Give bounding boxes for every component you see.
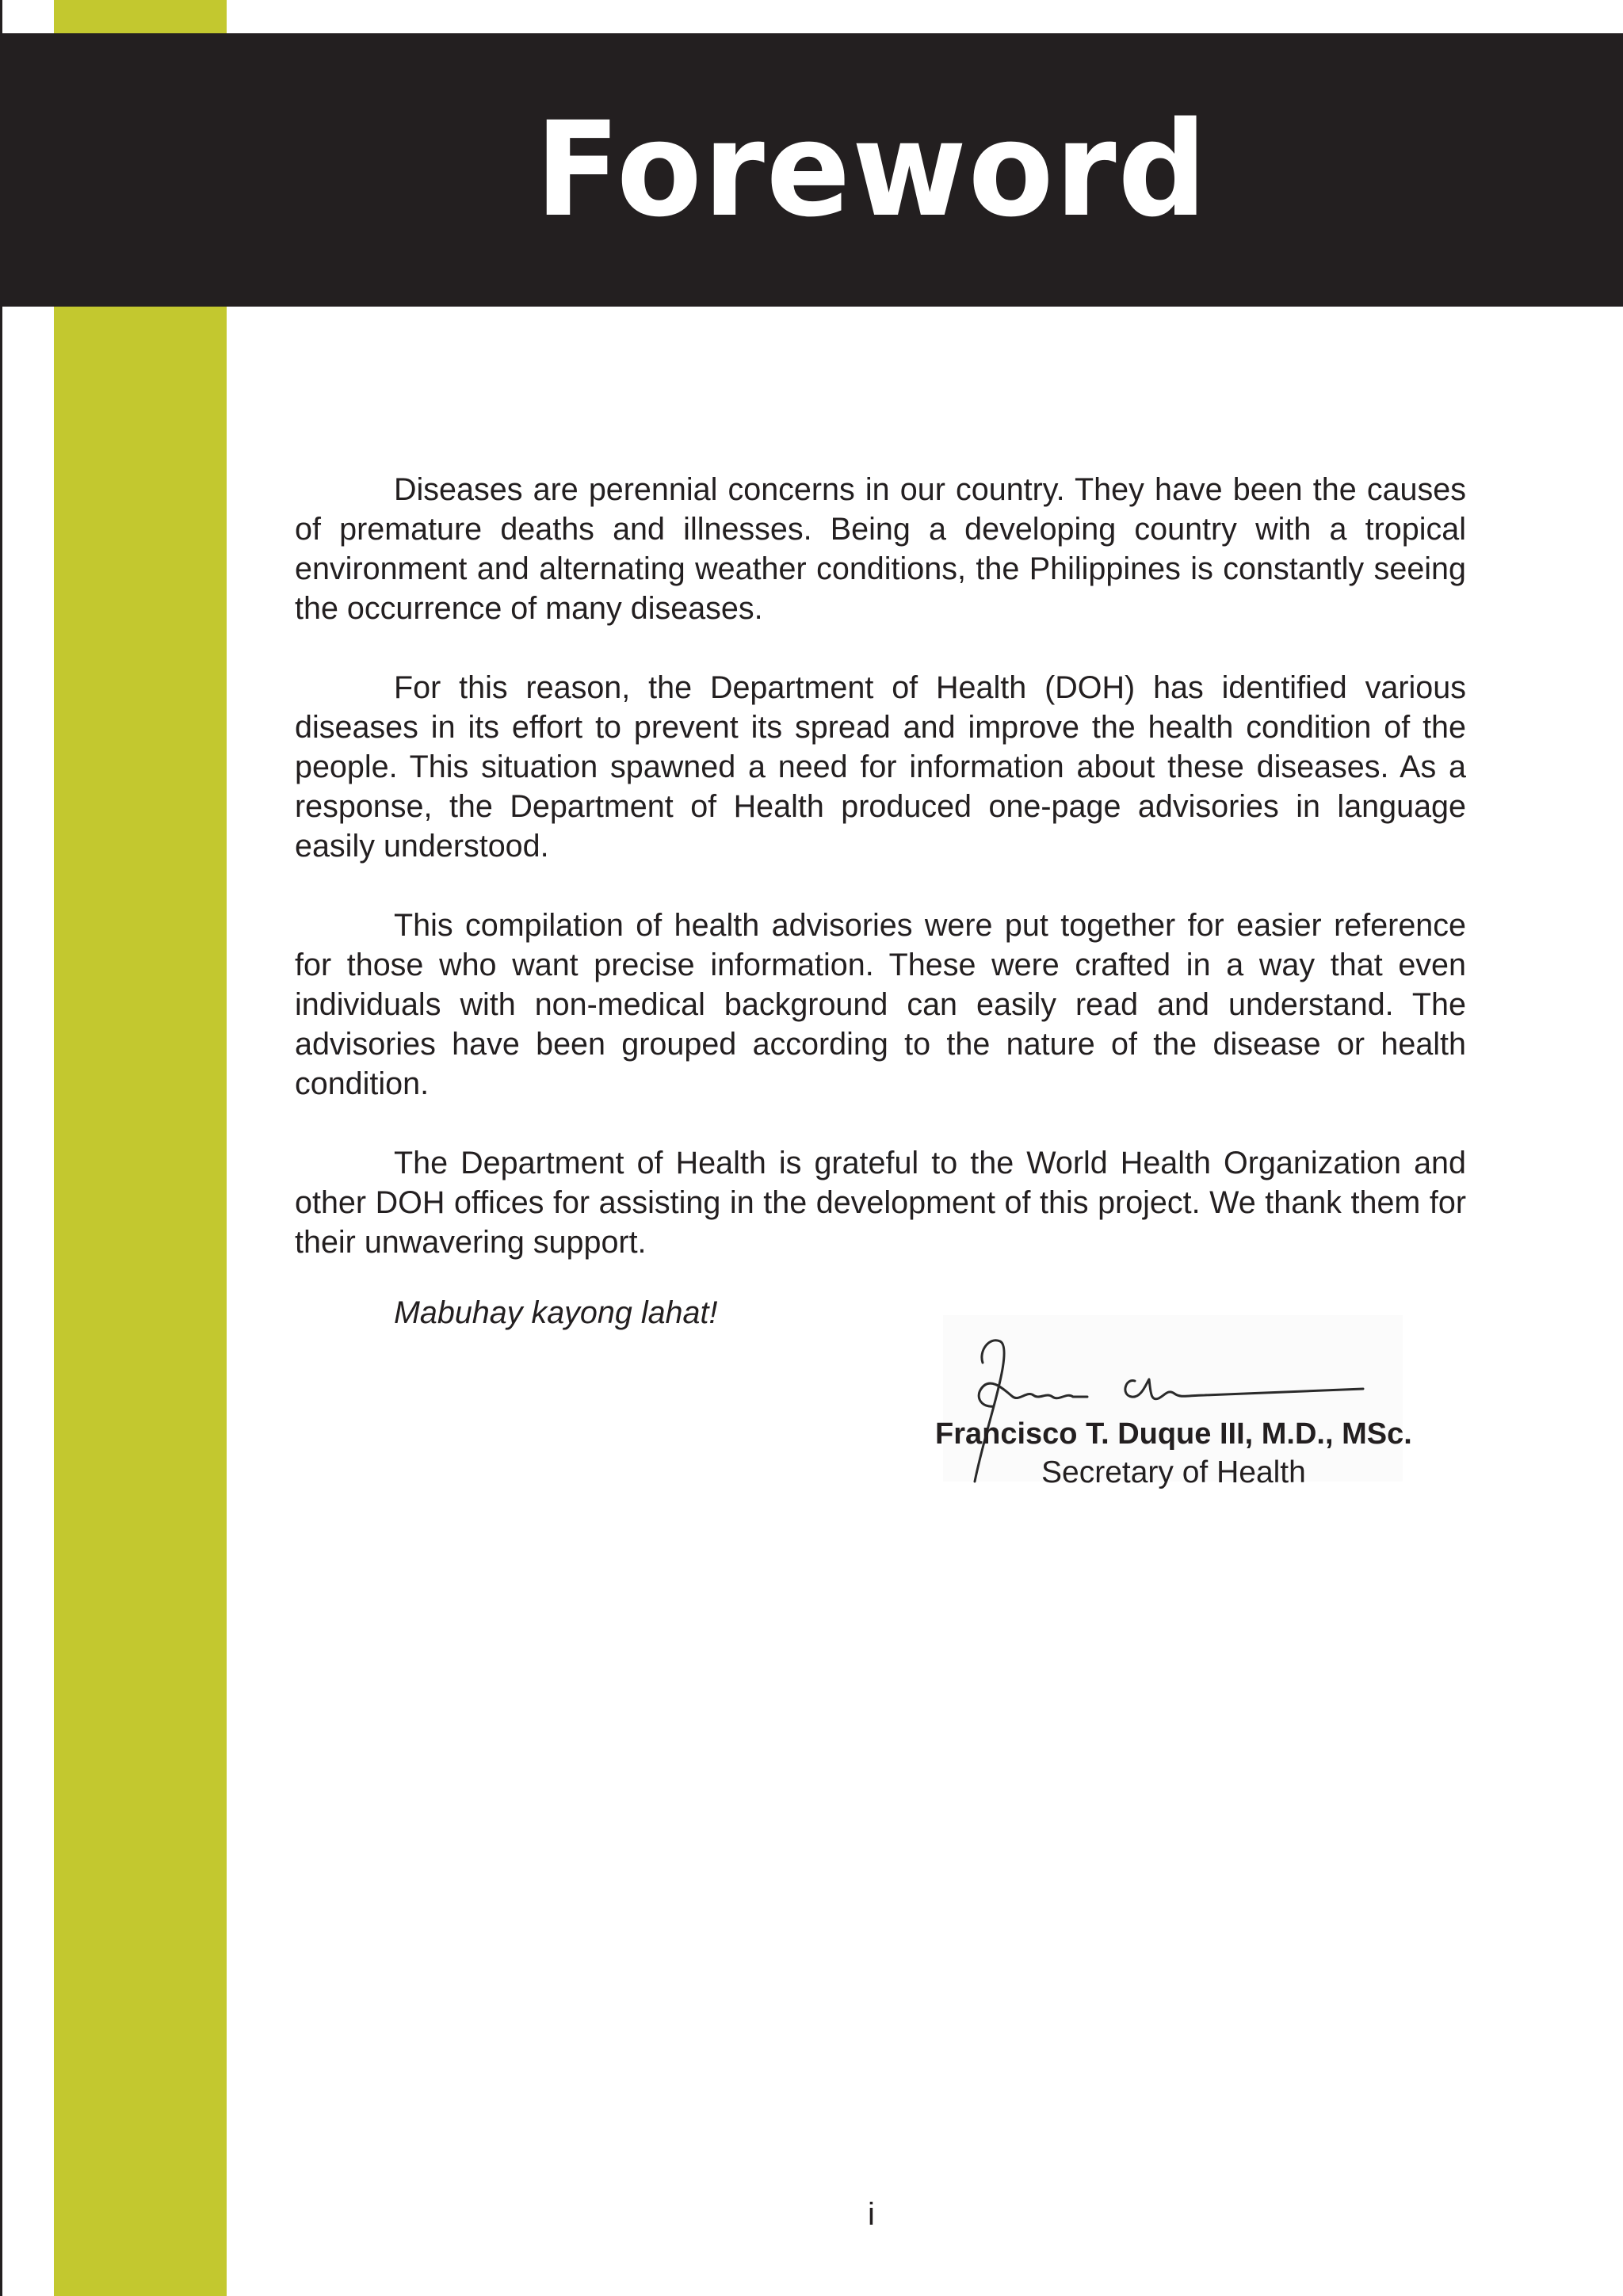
paragraph-2: For this reason, the Department of Health (DOH) has identified various diseases in its effort to prevent its spread and improve the health condition of the people. This situation spawned a need for information about these diseases. As a response, the Department of Health produced one-page advisories in language easily understood. (295, 670, 1466, 864)
paragraph-3: This compilation of health advisories were put together for easier reference for those who want precise information. These were crafted in a way that even individuals with non-medical background can easily read and understand. The advisories have been grouped according to the nature of the disease or health condition. (295, 908, 1466, 1101)
page-number: i (868, 2197, 875, 2232)
paragraph-4: The Department of Health is grateful to the World Health Organization and other DOH offices for assisting in the development of this project. We thank them for their unwavering support. (295, 1146, 1466, 1260)
signatory-name: Francisco T. Duque III, M.D., MSc. (935, 1417, 1412, 1451)
page-title: Foreword (535, 93, 1209, 246)
accent-side-bar (54, 0, 227, 2296)
paragraph-1: Diseases are perennial concerns in our country. They have been the causes of premature deaths and illnesses. Being a developing country with a tropical environment and alternating weather conditions, the Philippines is constantly seeing the occurrence of many diseases. (295, 472, 1466, 626)
closing-salutation: Mabuhay kayong lahat! (394, 1295, 718, 1330)
page-edge-line (0, 0, 2, 2296)
signatory-title: Secretary of Health (1041, 1455, 1306, 1489)
foreword-body (295, 470, 1466, 1302)
